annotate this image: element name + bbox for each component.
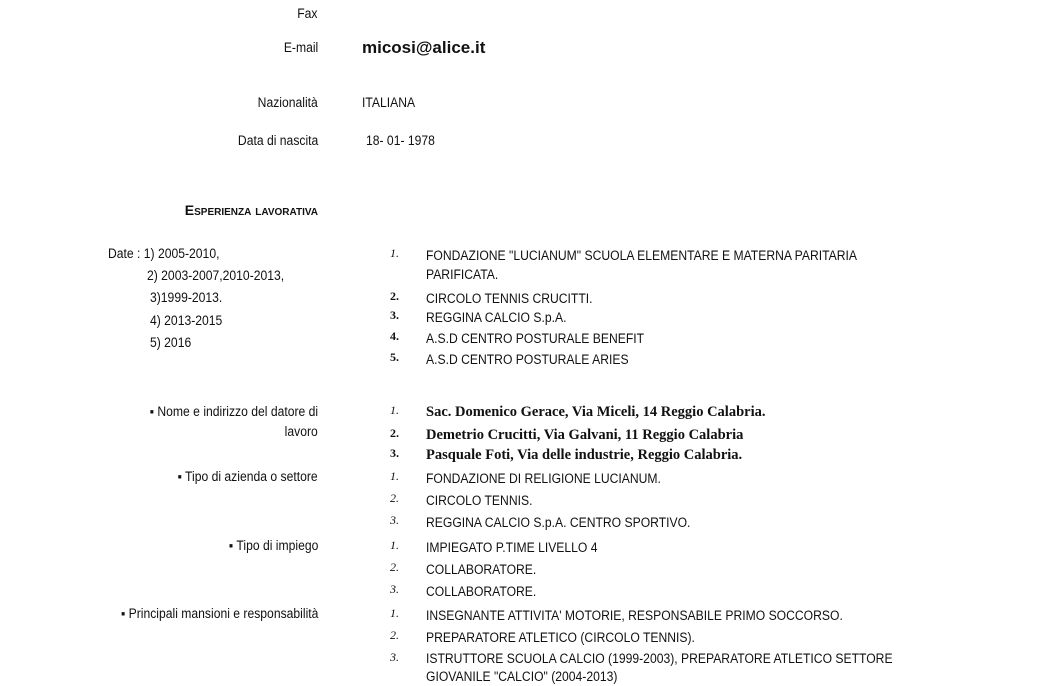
list-number: 2. [390,628,399,642]
address-text: Sac. Domenico Gerace, Via Miceli, 14 Reggio Calabria. [426,404,766,420]
company-type-text: FONDAZIONE DI RELIGIONE LUCIANUM. [426,471,661,486]
list-number: 3. [390,650,399,664]
email-label: E-mail [283,40,318,55]
employer-text: REGGINA CALCIO S.p.A. [426,310,567,325]
company-type-label: ▪ Tipo di azienda o settore [177,469,318,484]
duties-text: INSEGNANTE ATTIVITA' MOTORIE, RESPONSABILE PRIMO SOCCORSO. [426,608,843,623]
duties-text: ISTRUTTORE SCUOLA CALCIO (1999-2003), PREPARATORE ATLETICO SETTORE GIOVANILE "CALCIO" (2004-2013) [426,651,893,684]
list-number: 1. [390,246,399,260]
nationality-value: ITALIANA [362,95,416,110]
job-type-label: ▪ Tipo di impiego [228,538,318,553]
company-type-text: CIRCOLO TENNIS. [426,493,533,508]
list-number: 3. [390,513,399,527]
employer-text: CIRCOLO TENNIS CRUCITTI. [426,291,593,306]
list-number: 3. [390,446,399,460]
employer-text: FONDAZIONE "LUCIANUM" SCUOLA ELEMENTARE E MATERNA PARITARIA PARIFICATA. [426,248,857,282]
duties-label: ▪ Principali mansioni e responsabilità [120,606,318,621]
list-number: 2. [390,491,399,505]
list-number: 3. [390,582,399,596]
email-value[interactable]: micosi@alice.it [362,38,486,57]
fax-label: Fax [297,6,318,21]
job-type-text: COLLABORATORE. [426,562,537,577]
list-number: 4. [390,329,399,343]
list-number: 1. [390,403,399,417]
list-number: 2. [390,289,399,303]
employer-address-label-cont: lavoro [284,424,318,439]
duties-text: PREPARATORE ATLETICO (CIRCOLO TENNIS). [426,630,695,645]
employer-text: A.S.D CENTRO POSTURALE ARIES [426,352,629,367]
list-number: 2. [390,426,399,440]
list-number: 1. [390,606,399,620]
employer-address-label: ▪ Nome e indirizzo del datore di [149,404,318,419]
list-number: 1. [390,469,399,483]
date-line-3: 3)1999-2013. [150,290,223,305]
list-number: 2. [390,560,399,574]
birth-date-label: Data di nascita [237,133,318,148]
job-type-text: IMPIEGATO P.TIME LIVELLO 4 [426,540,598,555]
list-number: 1. [390,538,399,552]
date-line-1: Date : 1) 2005-2010, [108,246,220,261]
employer-text: A.S.D CENTRO POSTURALE BENEFIT [426,331,645,346]
date-line-4: 4) 2013-2015 [150,313,223,328]
section-title: Esperienza lavorativa [184,202,318,218]
job-type-text: COLLABORATORE. [426,584,537,599]
date-line-2: 2) 2003-2007,2010-2013, [147,268,285,283]
list-number: 5. [390,350,399,364]
company-type-text: REGGINA CALCIO S.p.A. CENTRO SPORTIVO. [426,515,691,530]
date-line-5: 5) 2016 [150,335,192,350]
birth-date-value: 18- 01- 1978 [366,133,435,148]
address-text: Pasquale Foti, Via delle industrie, Reggio Calabria. [426,447,743,463]
list-number: 3. [390,308,399,322]
nationality-label: Nazionalità [257,95,318,110]
address-text: Demetrio Crucitti, Via Galvani, 11 Reggio Calabria [426,427,744,443]
